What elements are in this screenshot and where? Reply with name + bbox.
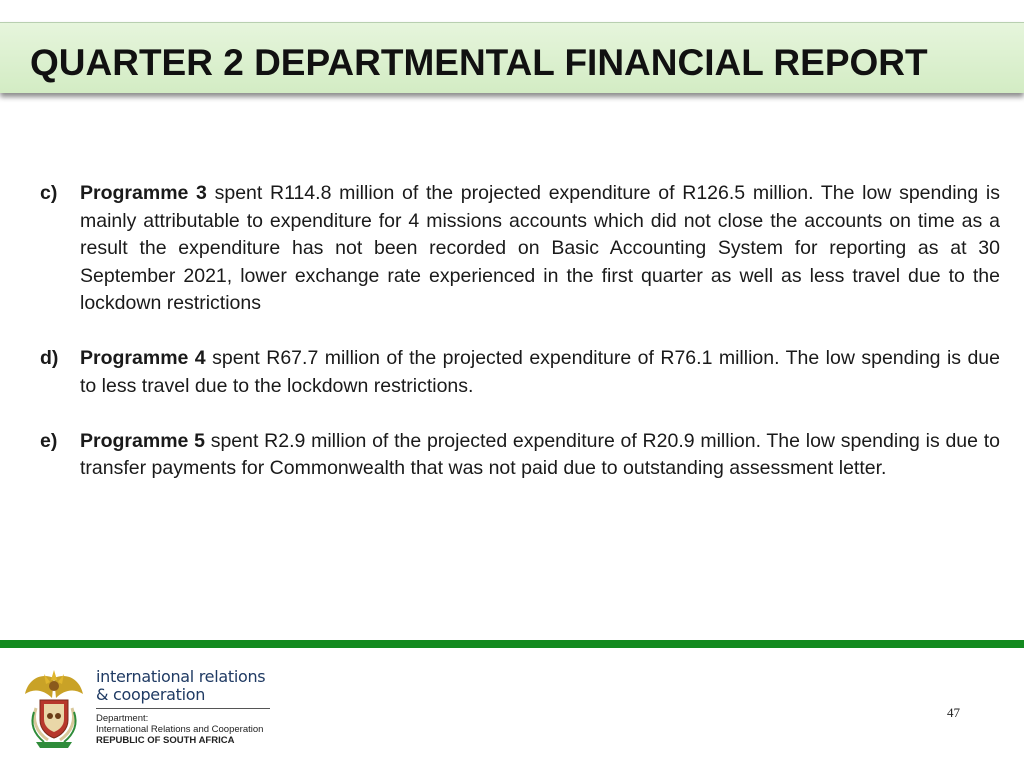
item-letter: c) bbox=[40, 182, 58, 204]
item-programme: Programme 4 bbox=[80, 347, 206, 369]
brand-line-1: international relations bbox=[96, 667, 266, 686]
page-title: QUARTER 2 DEPARTMENTAL FINANCIAL REPORT bbox=[30, 42, 928, 83]
item-programme: Programme 5 bbox=[80, 429, 205, 452]
item-text: spent R2.9 million of the projected expenditure of R20.9 million. The low spending is due to transfer payments for Commonwealth that was not paid due to outstanding assessment letter. bbox=[80, 429, 1000, 479]
list-item-e bbox=[40, 428, 1000, 483]
item-programme: Programme 3 bbox=[80, 182, 207, 204]
department-logo bbox=[22, 668, 278, 752]
item-letter: e) bbox=[40, 429, 58, 452]
report-content bbox=[40, 180, 1000, 510]
page-number: 47 bbox=[947, 705, 960, 720]
footer-divider bbox=[0, 640, 1024, 648]
title-bar bbox=[0, 22, 1024, 93]
coat-of-arms-icon bbox=[22, 668, 86, 752]
dept-label: Department: bbox=[96, 713, 149, 724]
logo-brand bbox=[96, 668, 286, 746]
item-text: spent R67.7 million of the projected expenditure of R76.1 million. The low spending is due to less travel due to the lockdown restrictions. bbox=[80, 347, 1000, 397]
list-item-d bbox=[40, 345, 1000, 400]
list-item-c bbox=[40, 180, 1000, 318]
country-name: REPUBLIC OF SOUTH AFRICA bbox=[96, 735, 235, 746]
brand-line-2: & cooperation bbox=[96, 685, 206, 704]
item-letter: d) bbox=[40, 347, 59, 369]
item-text: spent R114.8 million of the projected expenditure of R126.5 million. The low spending is mainly attributable to expenditure for 4 missions accounts which did not close the accounts on time as a result the expenditure has not been recorded on Basic Accounting System for reporting as at 30 September 2021, lower exchange rate experienced in the first quarter as well as less travel due to the lockdown restrictions bbox=[80, 182, 1000, 314]
dept-name: International Relations and Cooperation bbox=[96, 724, 264, 735]
brand-divider bbox=[96, 708, 270, 709]
